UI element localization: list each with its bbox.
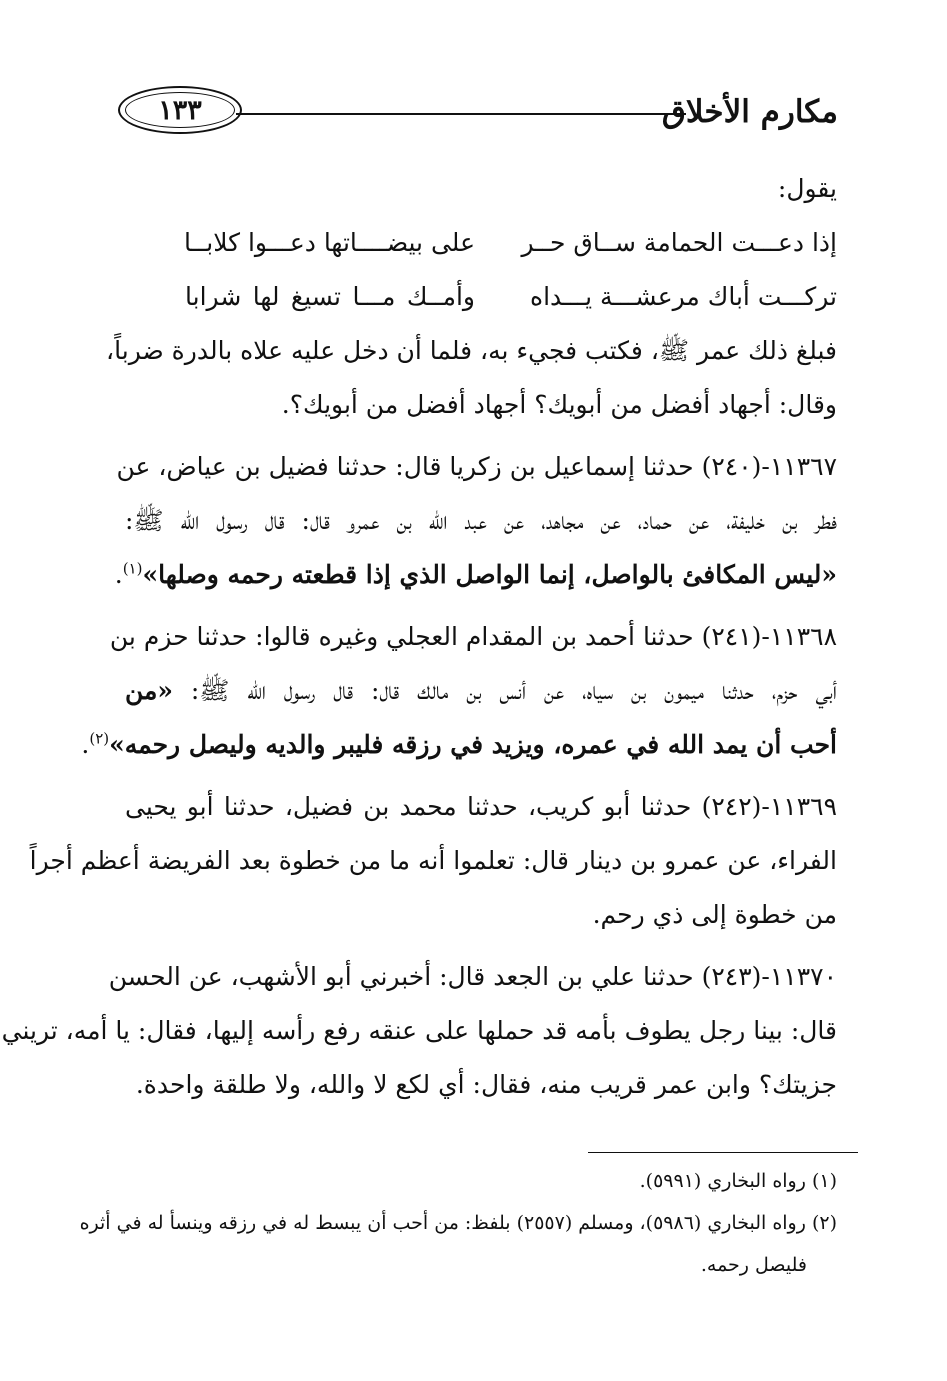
hadith-241-number: ١١٣٦٨-(٢٤١) [701,622,837,651]
narration-line-2: وقال: أجهاد أفضل من أبويك؟ أجهاد أفضل من أبويك؟. [281,390,837,419]
hadith-240-text-1: حدثنا إسماعيل بن زكريا قال: حدثنا فضيل بن عياض، عن [116,452,694,481]
hadith-240-number: ١١٣٦٧-(٢٤٠) [701,452,837,481]
hadith-243-line-3: جزيتك؟ وابن عمر قريب منه، فقال: أي لكع لا والله، ولا طلقة واحدة. [135,1070,837,1099]
hadith-241-text-2: أبي حزم، حدثنا ميمون بن سياه، عن أنس بن مالك قال: قال رسول الله ﷺ: [190,676,837,705]
hadith-243-text-1: حدثنا علي بن الجعد قال: أخبرني أبو الأشهب، عن الحسن [108,962,694,991]
hadith-241-quote: أحب أن يمد الله في عمره، ويزيد في رزقه فليبر والديه وليصل رحمه» [109,730,837,759]
footnote-separator [588,1152,858,1153]
footnote-2-line-2: فليصل رحمه. [700,1254,807,1276]
hadith-243-line-2: قال: بينا رجل يطوف بأمه قد حملها على عنقه رفع رأسه إليها، فقال: يا أمه، تريني [1,1016,837,1045]
hadith-241-line-3: أحب أن يمد الله في عمره، ويزيد في رزقه فليبر والديه وليصل رحمه»$^{(٢)}$. [81,729,837,759]
hadith-242-number: ١١٣٦٩-(٢٤٢) [701,792,838,821]
footnote-ref-2: (٢) [89,729,110,748]
hadith-240-line-1 [116,440,837,494]
verse-1-right-hemistich: إذا دعـــت الحمامة ســاق حــر [521,228,837,257]
hadith-241-quote-start: «من [125,676,174,705]
hadith-240-quote: «ليس المكافئ بالواصل، إنما الواصل الذي إذا قطعته رحمه وصلها» [142,560,837,589]
hadith-243-line-1 [108,950,837,1004]
hadith-241-line-2 [125,664,837,718]
hadith-240-line-2: فطر بن خليفة، عن حماد، عن مجاهد، عن عبد الله بن عمرو قال: قال رسول الله ﷺ: [125,506,837,535]
page-number: ١٣٣ [158,94,202,126]
hadith-243-number: ١١٣٧٠-(٢٤٣) [701,962,837,991]
hadith-241-line-1 [109,610,837,664]
hadith-242-text-1: حدثنا أبو كريب، حدثنا محمد بن فضيل، حدثنا أبو يحيى [125,792,692,821]
poem-verse-1 [125,216,837,270]
page-number-frame [118,86,242,134]
hadith-242-line-3: من خطوة إلى ذي رحم. [592,900,837,929]
verse-2-right-hemistich: تركـــت أباك مرعشـــة يـــداه [529,282,837,311]
verse-2-left-hemistich: وأمــك مـــا تسيغ لها شرابا [185,282,475,311]
hadith-241-text-1: حدثنا أحمد بن المقدام العجلي وغيره قالوا: حدثنا حزم بن [109,622,694,651]
hadith-242-line-2: الفراء، عن عمرو بن دينار قال: تعلموا أنه ما من خطوة بعد الفريضة أعظم أجراً [29,846,837,875]
header-rule [236,113,686,115]
narration-line-1: فبلغ ذلك عمر ﷺ، فكتب فجيء به، فلما أن دخل عليه علاه بالدرة ضرباً، [106,336,837,365]
poem-verse-2 [125,270,837,324]
footnote-1: (١) رواه البخاري (٥٩٩١). [639,1170,837,1192]
book-title: مكارم الأخلاق [661,94,838,130]
footnote-2-line-1: (٢) رواه البخاري (٥٩٨٦)، ومسلم (٢٥٥٧) بلفظ: من أحب أن يبسط له في رزقه وينسأ له في أثره [79,1212,837,1234]
verse-1-left-hemistich: على بيضــــاتها دعـــوا كلابــا [184,228,475,257]
page-header [118,86,838,138]
footnote-ref-1: (١) [122,559,143,578]
hadith-240-line-3: «ليس المكافئ بالواصل، إنما الواصل الذي إذا قطعته رحمه وصلها»$^{(١)}$. [114,559,837,589]
hadith-242-line-1 [125,780,837,834]
intro-line: يقول: [777,174,837,203]
